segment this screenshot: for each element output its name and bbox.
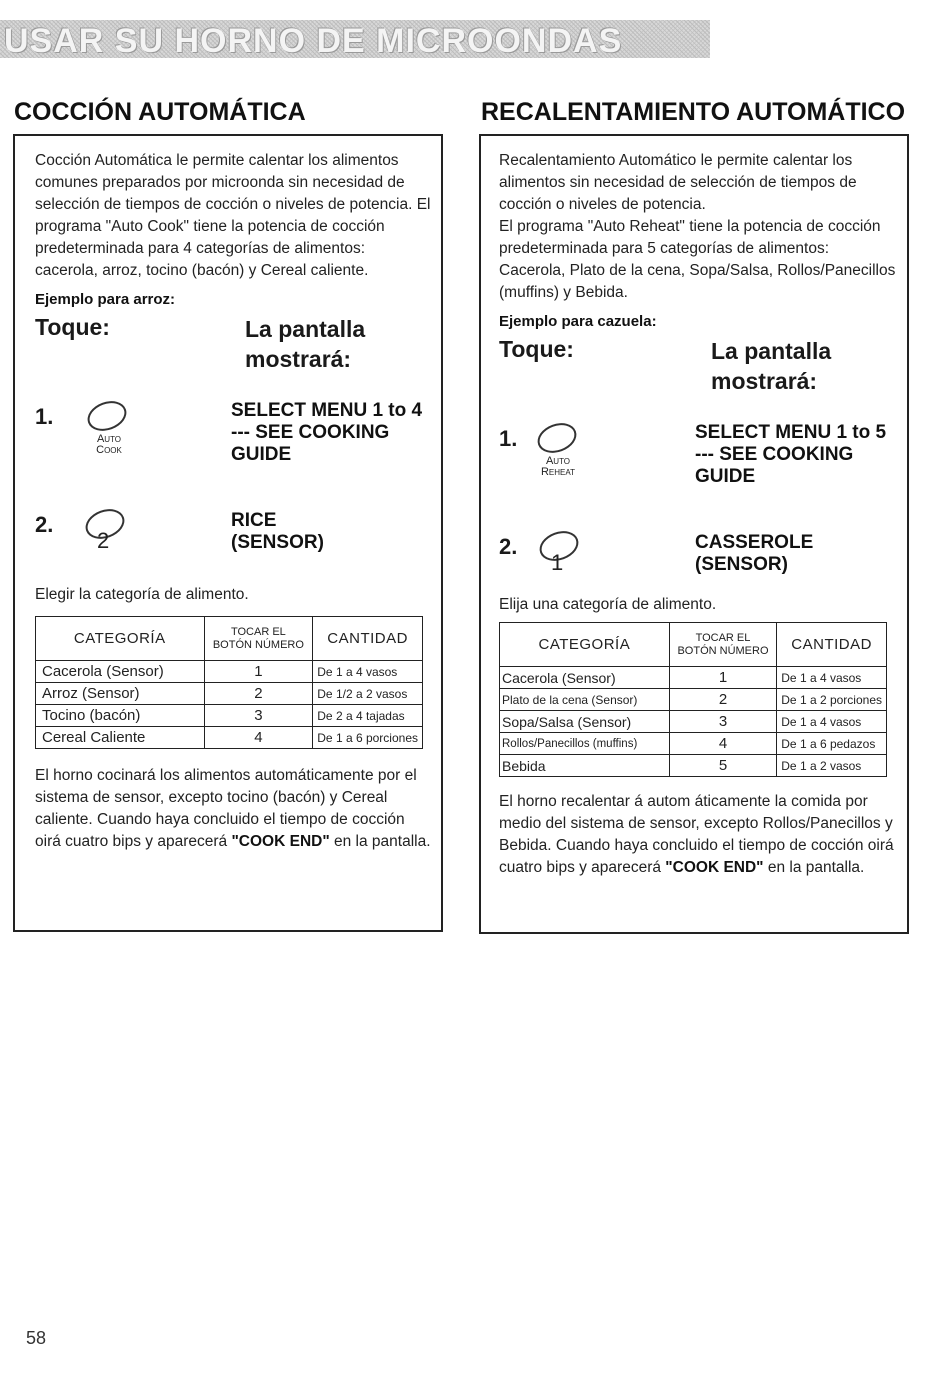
row-number: 5 [669,755,777,777]
table-header-row [36,617,423,661]
left-section-title: COCCIÓN AUTOMÁTICA [14,98,306,126]
touch-heading: Toque: [499,336,574,362]
auto-cook-example-label: Ejemplo para arroz: [35,291,176,308]
touch-heading: Toque: [35,314,110,340]
table-row [500,711,887,733]
step-number: 2. [499,534,518,559]
page-number: 58 [26,1328,47,1348]
row-quantity: De 2 a 4 tajadas [313,705,423,727]
table-row [500,755,887,777]
row-number: 3 [204,705,313,727]
header-category: CATEGORÍA [500,623,670,667]
auto-reheat-intro: Recalentamiento Automático le permite calentar los alimentos sin necesidad de selección de tiempos de cocción o niveles de potencia. [499,152,857,213]
table-row [500,689,887,711]
right-section-title: RECALENTAMIENTO AUTOMÁTICO [481,98,906,126]
auto-reheat-intro-2: El programa "Auto Reheat" tiene la potencia de cocción predeterminada para 5 categorías de alimentos: [499,218,881,257]
auto-cook-category-table [35,616,423,749]
step-number: 1. [35,404,54,429]
row-number: 2 [204,683,313,705]
step-2 [35,506,431,586]
row-number: 1 [204,661,313,683]
row-category: Cacerola (Sensor) [500,667,670,689]
display-readout: SELECT MENU 1 to 5 --- SEE COOKING GUIDE [695,422,887,487]
table-row [36,727,423,749]
row-category: Cacerola (Sensor) [36,661,205,683]
cook-end-text: "COOK END" [665,859,764,876]
auto-cook-key-icon[interactable] [83,396,130,436]
number-key-digit: 2 [97,528,110,553]
table-row [500,667,887,689]
table-row [36,683,423,705]
banner-title: USAR SU HORNO DE MICROONDAS [4,22,623,60]
header-quantity: CANTIDAD [777,623,887,667]
cook-end-text: "COOK END" [231,833,330,850]
header-touch-number: TOCAR EL BOTÓN NÚMERO [669,623,777,667]
row-quantity: De 1 a 6 porciones [313,727,423,749]
step-1 [499,420,897,528]
step-number: 1. [499,426,518,451]
row-number: 1 [669,667,777,689]
table-row [36,661,423,683]
table-header-row [500,623,887,667]
auto-cook-outro: El horno cocinará los alimentos automáticamente por el sistema de sensor, excepto tocino (bacón) y Cereal caliente. Cuando haya concluido el tiempo de cocción oirá cuatro bips y aparecerá "COOK END" en la pantalla. [35,767,431,850]
auto-reheat-outro: El horno recalentar á autom áticamente la comida por medio del sistema de sensor, excepto Rollos/Panecillos y Bebida. Cuando haya concluido el tiempo de cocción oirá cuatro bips y aparecerá "COOK END" en la pantalla. [499,793,894,876]
auto-reheat-category-table [499,622,887,777]
row-category: Rollos/Panecillos (muffins) [500,733,670,755]
steps-header [35,314,431,398]
row-quantity: De 1 a 6 pedazos [777,733,887,755]
row-quantity: De 1 a 2 vasos [777,755,887,777]
row-category: Plato de la cena (Sensor) [500,689,670,711]
display-heading: La pantalla mostrará: [711,338,832,394]
header-category: CATEGORÍA [36,617,205,661]
display-heading: La pantalla mostrará: [245,316,366,372]
row-category: Arroz (Sensor) [36,683,205,705]
row-category: Cereal Caliente [36,727,205,749]
auto-reheat-panel [479,134,909,934]
auto-reheat-intro-3: Cacerola, Plato de la cena, Sopa/Salsa, Rollos/Panecillos (muffins) y Bebida. [499,262,896,301]
step-1 [35,398,431,506]
table-row [36,705,423,727]
auto-reheat-key-label: Auto Reheat [540,455,576,478]
steps-header [499,336,897,420]
row-number: 4 [669,733,777,755]
row-number: 3 [669,711,777,733]
step-2 [499,528,897,596]
display-readout: CASSEROLE (SENSOR) [695,532,814,575]
row-quantity: De 1 a 4 vasos [777,667,887,689]
row-quantity: De 1 a 2 porciones [777,689,887,711]
row-quantity: De 1 a 4 vasos [777,711,887,733]
header-quantity: CANTIDAD [313,617,423,661]
auto-reheat-key-icon[interactable] [533,418,580,458]
section-banner [0,20,710,58]
display-readout: SELECT MENU 1 to 4 --- SEE COOKING GUIDE [231,400,423,465]
auto-reheat-example-label: Ejemplo para cazuela: [499,313,657,330]
choose-category-text: Elegir la categoría de alimento. [35,586,249,603]
row-category: Sopa/Salsa (Sensor) [500,711,670,733]
auto-cook-key-label: Auto Cook [96,433,122,456]
row-number: 4 [204,727,313,749]
auto-cook-panel [13,134,443,932]
row-quantity: De 1 a 4 vasos [313,661,423,683]
step-number: 2. [35,512,54,537]
row-quantity: De 1/2 a 2 vasos [313,683,423,705]
table-row [500,733,887,755]
header-touch-number: TOCAR EL BOTÓN NÚMERO [204,617,313,661]
row-category: Bebida [500,755,670,777]
row-category: Tocino (bacón) [36,705,205,727]
row-number: 2 [669,689,777,711]
number-key-digit: 1 [551,550,564,575]
choose-category-text: Elija una categoría de alimento. [499,596,717,613]
display-readout: RICE (SENSOR) [231,510,324,553]
auto-cook-intro: Cocción Automática le permite calentar los alimentos comunes preparados por microonda sin necesidad de selección de tiempos de cocción o niveles de potencia. El programa "Auto Cook" tiene la potencia de cocción predeterminada para 4 categorías de alimentos: cacerola, arroz, tocino (bacón) y Cereal caliente. [35,152,431,279]
